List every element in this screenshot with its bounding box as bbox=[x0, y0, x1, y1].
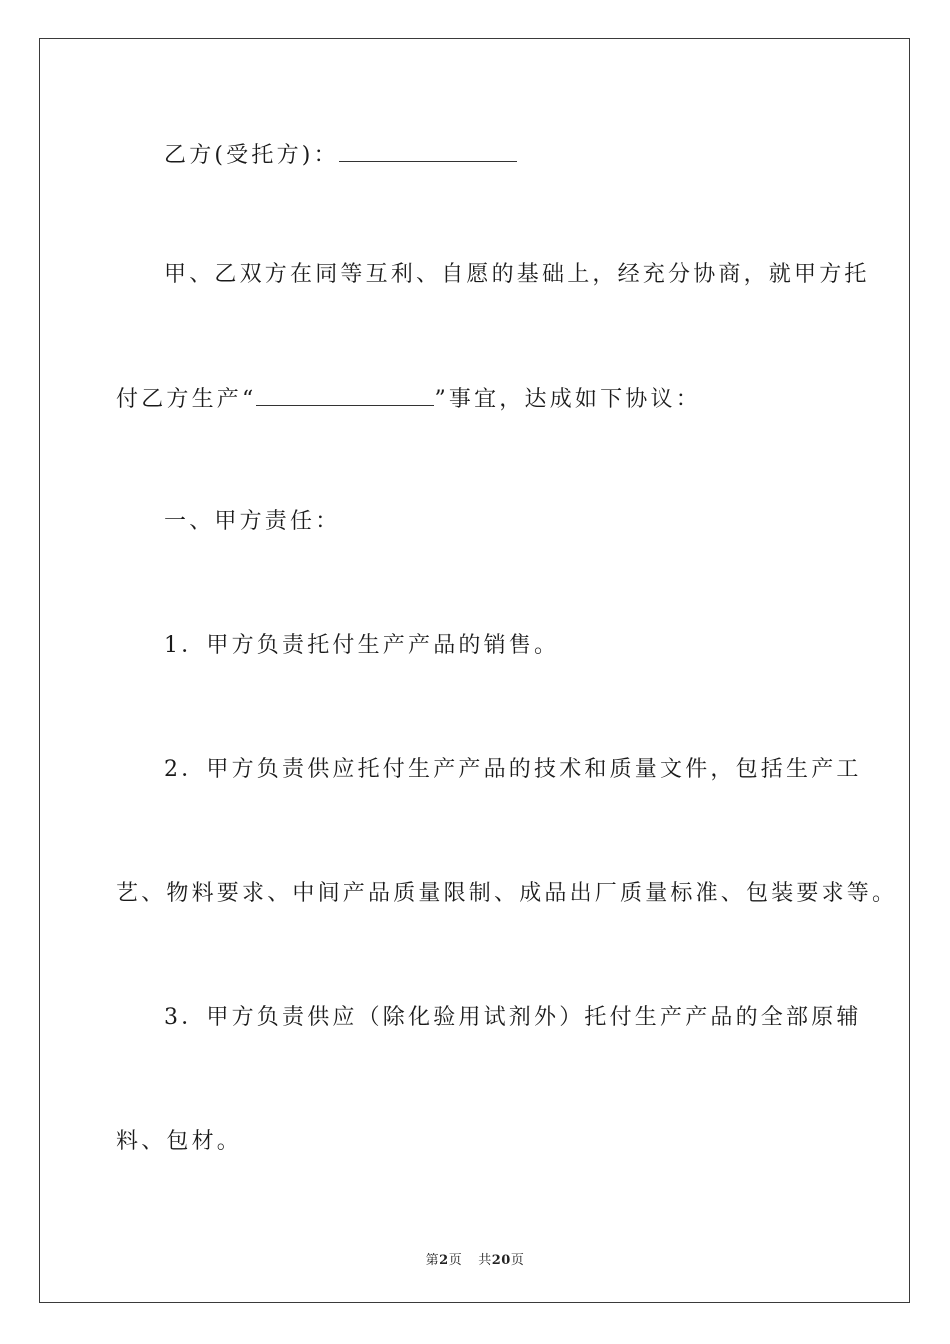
item-2-line-1: 2．甲方负责供应托付生产产品的技术和质量文件，包括生产工 bbox=[164, 757, 862, 782]
party-b-blank bbox=[339, 143, 517, 162]
item-3-line-1: 3．甲方负责供应（除化验用试剂外）托付生产产品的全部原辅 bbox=[164, 1005, 862, 1030]
party-b-line bbox=[164, 143, 517, 167]
item-2-line-2: 艺、物料要求、中间产品质量限制、成品出厂质量标准、包装要求等。 bbox=[116, 881, 898, 906]
footer-page-suffix: 页 bbox=[448, 1253, 463, 1268]
page-border bbox=[39, 38, 910, 1303]
footer-page-prefix: 第 bbox=[425, 1253, 440, 1268]
product-name-blank bbox=[256, 387, 434, 406]
intro-line-2-before: 付乙方生产“ bbox=[116, 387, 257, 412]
section-1-heading: 一、甲方责任： bbox=[164, 509, 341, 534]
page-footer bbox=[0, 1249, 950, 1268]
intro-line-1: 甲、乙双方在同等互利、自愿的基础上，经充分协商，就甲方托 bbox=[164, 262, 870, 287]
item-3-line-2: 料、包材。 bbox=[116, 1129, 243, 1154]
footer-total-prefix: 共 bbox=[478, 1253, 492, 1268]
item-1: 1．甲方负责托付生产产品的销售。 bbox=[164, 633, 560, 658]
footer-total-suffix: 页 bbox=[510, 1253, 525, 1268]
footer-page-current: 2 bbox=[439, 1253, 449, 1268]
party-b-label: 乙方(受托方)： bbox=[164, 143, 339, 168]
footer-page-total: 20 bbox=[491, 1253, 511, 1268]
intro-line-2 bbox=[116, 387, 701, 411]
intro-line-2-after: ”事宜，达成如下协议： bbox=[434, 387, 701, 412]
